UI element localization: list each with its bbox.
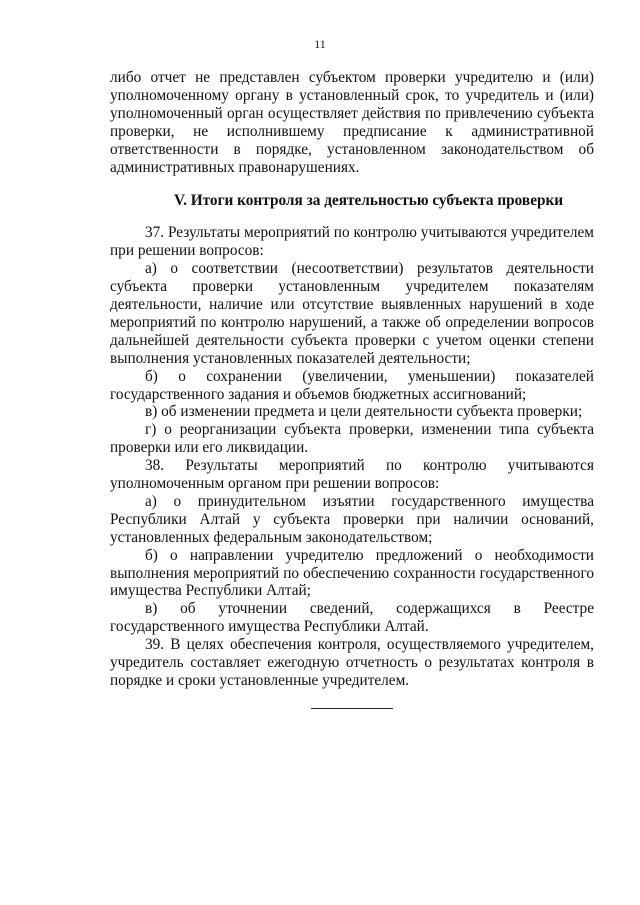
paragraph-37-d: г) о реорганизации субъекта проверки, изменении типа субъекта проверки или его ликвидации. [110,421,594,457]
end-separator-line [311,708,393,709]
paragraph-37-c: в) об изменении предмета и цели деятельности субъекта проверки; [145,403,583,421]
paragraph-38: 38. Результаты мероприятий по контролю учитываются уполномоченным органом при решении вопросов: [110,457,594,493]
paragraph-37-a: а) о соответствии (несоответствии) результатов деятельности субъекта проверки установленным учредителем показателям деятельности, наличие или отсутствие выявленных нарушений в ходе мероприятий по контролю нарушений, а также об определении вопросов дальнейшей деятельности субъекта проверки с учетом оценки степени выполнения установленных показателей деятельности; [110,260,594,367]
paragraph-39: 39. В целях обеспечения контроля, осуществляемого учредителем, учредитель составляет ежегодную отчетность о результатах контроля в порядке и сроки установленные учредителем. [110,636,594,689]
paragraph-38-c: в) об уточнении сведений, содержащихся в Реестре государственного имущества Республики Алтай. [110,600,594,636]
paragraph-37: 37. Результаты мероприятий по контролю учитываются учредителем при решении вопросов: [110,224,594,260]
paragraph-continuation: либо отчет не представлен субъектом проверки учредителю и (или) уполномоченному органу в установленный срок, то учредитель и (или) уполномоченный орган осуществляет действия по привлечению субъекта проверки, не исполнившему предписание к административной ответственности в порядке, установленном законодательством об административных правонарушениях. [110,69,594,176]
page-number: 11 [314,37,326,51]
paragraph-37-b: б) о сохранении (увеличении, уменьшении) показателей государственного задания и объемов бюджетных ассигнований; [110,367,594,403]
paragraph-38-b: б) о направлении учредителю предложений о необходимости выполнения мероприятий по обеспечению сохранности государственного имущества Республики Алтай; [110,546,594,600]
paragraph-38-a: а) о принудительном изъятии государственного имущества Республики Алтай у субъекта проверки при наличии оснований, установленных федеральным законодательством; [110,492,594,546]
section-heading: V. Итоги контроля за деятельностью субъекта проверки [174,192,564,210]
document-body [110,69,594,690]
